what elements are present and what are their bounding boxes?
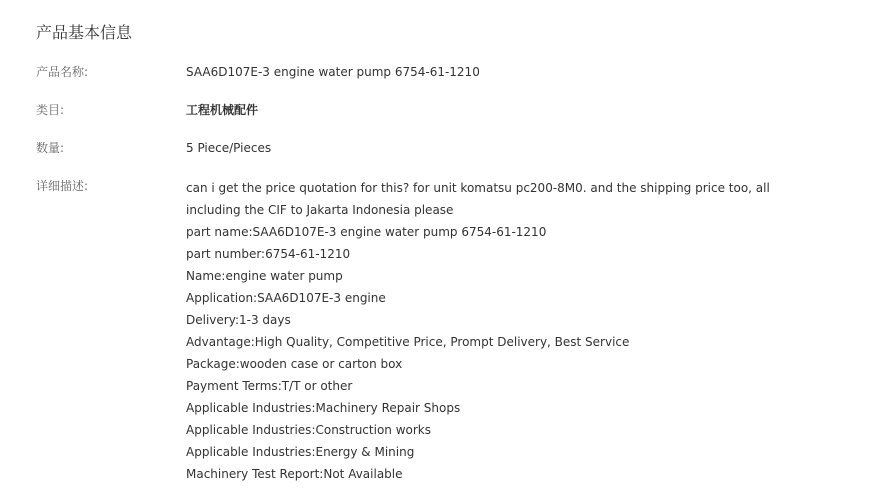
details-line: part name:SAA6D107E-3 engine water pump 6754-61-1210 (186, 225, 547, 239)
details-line: Application:SAA6D107E-3 engine (186, 291, 386, 305)
details-line: Name:engine water pump (186, 269, 343, 283)
quantity-label: 数量: (36, 141, 65, 155)
quantity-value: 5 Piece/Pieces (186, 141, 272, 155)
details-line: part number:6754-61-1210 (186, 247, 351, 261)
details-line: Advantage:High Quality, Competitive Price, Prompt Delivery, Best Service (186, 335, 630, 349)
details-line: Applicable Industries:Machinery Repair Shops (186, 401, 461, 415)
details-label: 详细描述: (36, 179, 89, 193)
category-label: 类目: (36, 103, 65, 117)
details-line: can i get the price quotation for this? for unit komatsu pc200-8M0. and the shipping price too, all (186, 181, 770, 195)
details-description (186, 177, 770, 485)
details-line: Payment Terms:T/T or other (186, 379, 353, 393)
details-line: Machinery Test Report:Not Available (186, 467, 403, 481)
product-name-label: 产品名称: (36, 65, 89, 79)
details-line: Package:wooden case or carton box (186, 357, 403, 371)
details-line: including the CIF to Jakarta Indonesia please (186, 203, 454, 217)
category-value: 工程机械配件 (186, 103, 259, 117)
details-line: Applicable Industries:Energy & Mining (186, 445, 415, 459)
product-name-value: SAA6D107E-3 engine water pump 6754-61-1210 (186, 65, 480, 79)
details-line: Applicable Industries:Construction works (186, 423, 431, 437)
section-title: 产品基本信息 (36, 23, 133, 42)
details-line: Delivery:1-3 days (186, 313, 291, 327)
